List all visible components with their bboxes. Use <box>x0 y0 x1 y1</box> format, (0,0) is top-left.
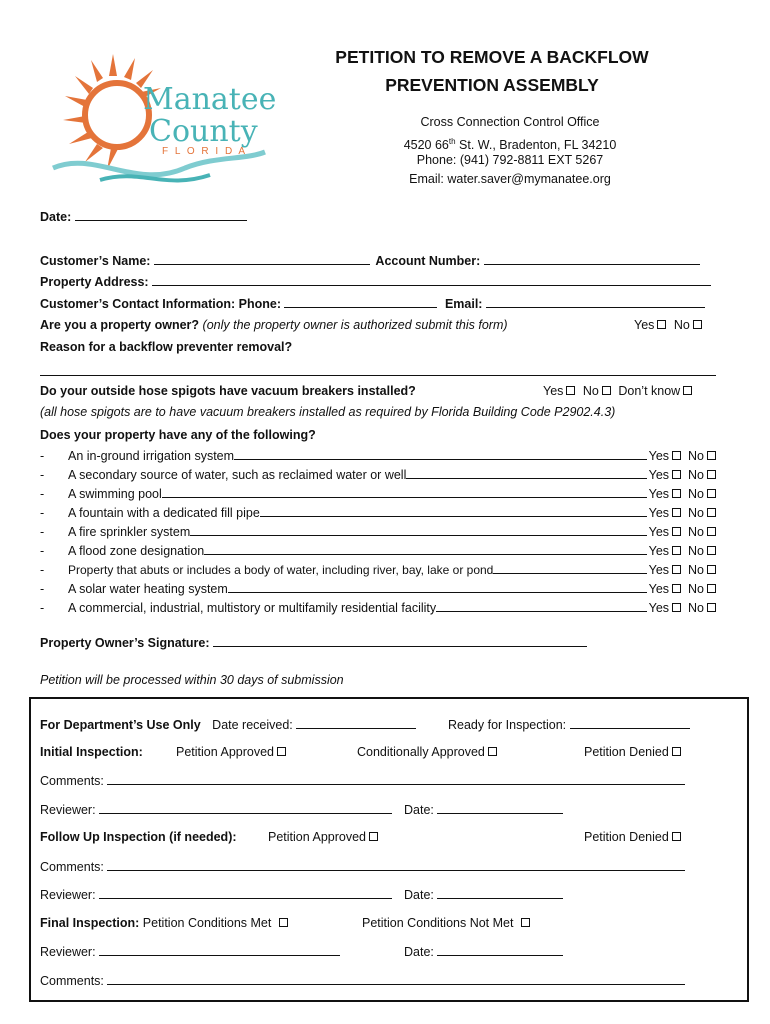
property-address-field[interactable] <box>152 274 711 286</box>
signature-row: Property Owner’s Signature: <box>40 635 587 650</box>
customer-name-row: Customer’s Name: Account Number: <box>40 253 700 268</box>
item-no-checkbox[interactable] <box>707 546 716 555</box>
property-question: Does your property have any of the following? <box>40 428 316 442</box>
hose-yes-no-dk: Yes No Don’t know <box>543 384 692 398</box>
conditions-not-met: Petition Conditions Not Met <box>362 916 530 930</box>
followup-denied-checkbox[interactable] <box>672 832 681 841</box>
property-item: - A fire sprinkler system Yes No <box>40 520 716 539</box>
ready-for-inspection-row: Ready for Inspection: <box>448 717 690 732</box>
followup-approved: Petition Approved <box>268 830 378 844</box>
date-received-field[interactable] <box>296 717 416 729</box>
processing-note: Petition will be processed within 30 days of submission <box>40 673 344 687</box>
hose-yes-checkbox[interactable] <box>566 386 575 395</box>
item-yes-checkbox[interactable] <box>672 470 681 479</box>
property-item: - A swimming pool Yes No <box>40 482 716 501</box>
office-email: Email: water.saver@mymanatee.org <box>409 172 611 186</box>
item-yes-checkbox[interactable] <box>672 451 681 460</box>
hose-question: Do your outside hose spigots have vacuum breakers installed? <box>40 384 416 398</box>
followup-reviewer-field[interactable] <box>99 887 392 899</box>
department-heading-row: For Department’s Use Only Date received: <box>40 717 416 732</box>
item-yes-checkbox[interactable] <box>672 584 681 593</box>
office-phone: Phone: (941) 792-8811 EXT 5267 <box>416 153 604 167</box>
followup-date-row: Date: <box>404 887 563 902</box>
property-item: - Property that abuts or includes a body of water, including river, bay, lake or pond Yes No <box>40 558 716 577</box>
initial-reviewer-field[interactable] <box>99 802 392 814</box>
property-item: - A flood zone designation Yes No <box>40 539 716 558</box>
item-no-checkbox[interactable] <box>707 489 716 498</box>
item-no-checkbox[interactable] <box>707 527 716 536</box>
item-yes-checkbox[interactable] <box>672 565 681 574</box>
initial-approved-checkbox[interactable] <box>277 747 286 756</box>
owner-question-row: Are you a property owner? (only the property owner is authorized submit this form) <box>40 318 508 332</box>
followup-approved-checkbox[interactable] <box>369 832 378 841</box>
conditions-not-met-checkbox[interactable] <box>521 918 530 927</box>
initial-date-field[interactable] <box>437 802 563 814</box>
final-reviewer-field[interactable] <box>99 944 340 956</box>
manatee-county-logo <box>45 40 275 200</box>
initial-denied-checkbox[interactable] <box>672 747 681 756</box>
final-date-row: Date: <box>404 944 563 959</box>
initial-cond-approved: Conditionally Approved <box>357 745 497 759</box>
followup-reviewer-row: Reviewer: <box>40 887 392 902</box>
owner-yes-no: Yes No <box>634 318 702 332</box>
form-title-line1: PETITION TO REMOVE A BACKFLOW <box>335 47 649 67</box>
initial-comments-row: Comments: <box>40 773 685 788</box>
hose-no-checkbox[interactable] <box>602 386 611 395</box>
contact-row: Customer’s Contact Information: Phone: Email: <box>40 296 705 311</box>
initial-date-row: Date: <box>404 802 563 817</box>
office-address: 4520 66th St. W., Bradenton, FL 34210 <box>403 137 617 153</box>
conditions-met-checkbox[interactable] <box>279 918 288 927</box>
hose-note: (all hose spigots are to have vacuum breakers installed as required by Florida Building Code P2902.4.3) <box>40 405 616 419</box>
form-title-line2: PREVENTION ASSEMBLY <box>385 75 599 95</box>
contact-email-field[interactable] <box>486 296 705 308</box>
owner-no-checkbox[interactable] <box>693 320 702 329</box>
hose-dont-know-checkbox[interactable] <box>683 386 692 395</box>
date-row: Date: <box>40 209 247 224</box>
signature-field[interactable] <box>213 635 587 647</box>
initial-denied: Petition Denied <box>584 745 681 759</box>
final-reviewer-row: Reviewer: <box>40 944 340 959</box>
followup-date-field[interactable] <box>437 887 563 899</box>
final-comments-row: Comments: <box>40 973 685 988</box>
item-yes-checkbox[interactable] <box>672 546 681 555</box>
date-field[interactable] <box>75 209 247 221</box>
item-no-checkbox[interactable] <box>707 603 716 612</box>
item-no-checkbox[interactable] <box>707 470 716 479</box>
item-no-checkbox[interactable] <box>707 451 716 460</box>
followup-inspection-label: Follow Up Inspection (if needed): <box>40 830 237 844</box>
item-yes-checkbox[interactable] <box>672 489 681 498</box>
item-yes-checkbox[interactable] <box>672 508 681 517</box>
initial-cond-approved-checkbox[interactable] <box>488 747 497 756</box>
property-item: - A secondary source of water, such as reclaimed water or well Yes No <box>40 463 716 482</box>
initial-inspection-label: Initial Inspection: <box>40 745 143 759</box>
office-name: Cross Connection Control Office <box>420 115 600 129</box>
initial-approved: Petition Approved <box>176 745 286 759</box>
item-yes-checkbox[interactable] <box>672 603 681 612</box>
reason-label: Reason for a backflow preventer removal? <box>40 340 293 354</box>
ready-for-inspection-field[interactable] <box>570 717 690 729</box>
followup-comments-field[interactable] <box>107 859 685 871</box>
final-comments-field[interactable] <box>107 973 685 985</box>
initial-reviewer-row: Reviewer: <box>40 802 392 817</box>
property-item: - An in-ground irrigation system Yes No <box>40 444 716 463</box>
logo-text-manatee: Manatee <box>143 82 277 117</box>
item-no-checkbox[interactable] <box>707 508 716 517</box>
item-no-checkbox[interactable] <box>707 565 716 574</box>
final-date-field[interactable] <box>437 944 563 956</box>
property-address-row: Property Address: <box>40 274 711 289</box>
account-number-field[interactable] <box>484 253 700 265</box>
owner-yes-checkbox[interactable] <box>657 320 666 329</box>
contact-phone-field[interactable] <box>284 296 437 308</box>
property-item: - A fountain with a dedicated fill pipe Yes No <box>40 501 716 520</box>
followup-comments-row: Comments: <box>40 859 685 874</box>
reason-field[interactable] <box>40 375 716 376</box>
customer-name-field[interactable] <box>154 253 370 265</box>
property-item: - A commercial, industrial, multistory or multifamily residential facility Yes No <box>40 596 716 615</box>
property-item: - A solar water heating system Yes No <box>40 577 716 596</box>
item-no-checkbox[interactable] <box>707 584 716 593</box>
logo-text-florida: F L O R I D A <box>162 146 248 157</box>
item-yes-checkbox[interactable] <box>672 527 681 536</box>
initial-comments-field[interactable] <box>107 773 685 785</box>
logo-text-county: County <box>149 114 258 149</box>
final-inspection-row: Final Inspection: Petition Conditions Met <box>40 916 288 930</box>
followup-denied: Petition Denied <box>584 830 681 844</box>
